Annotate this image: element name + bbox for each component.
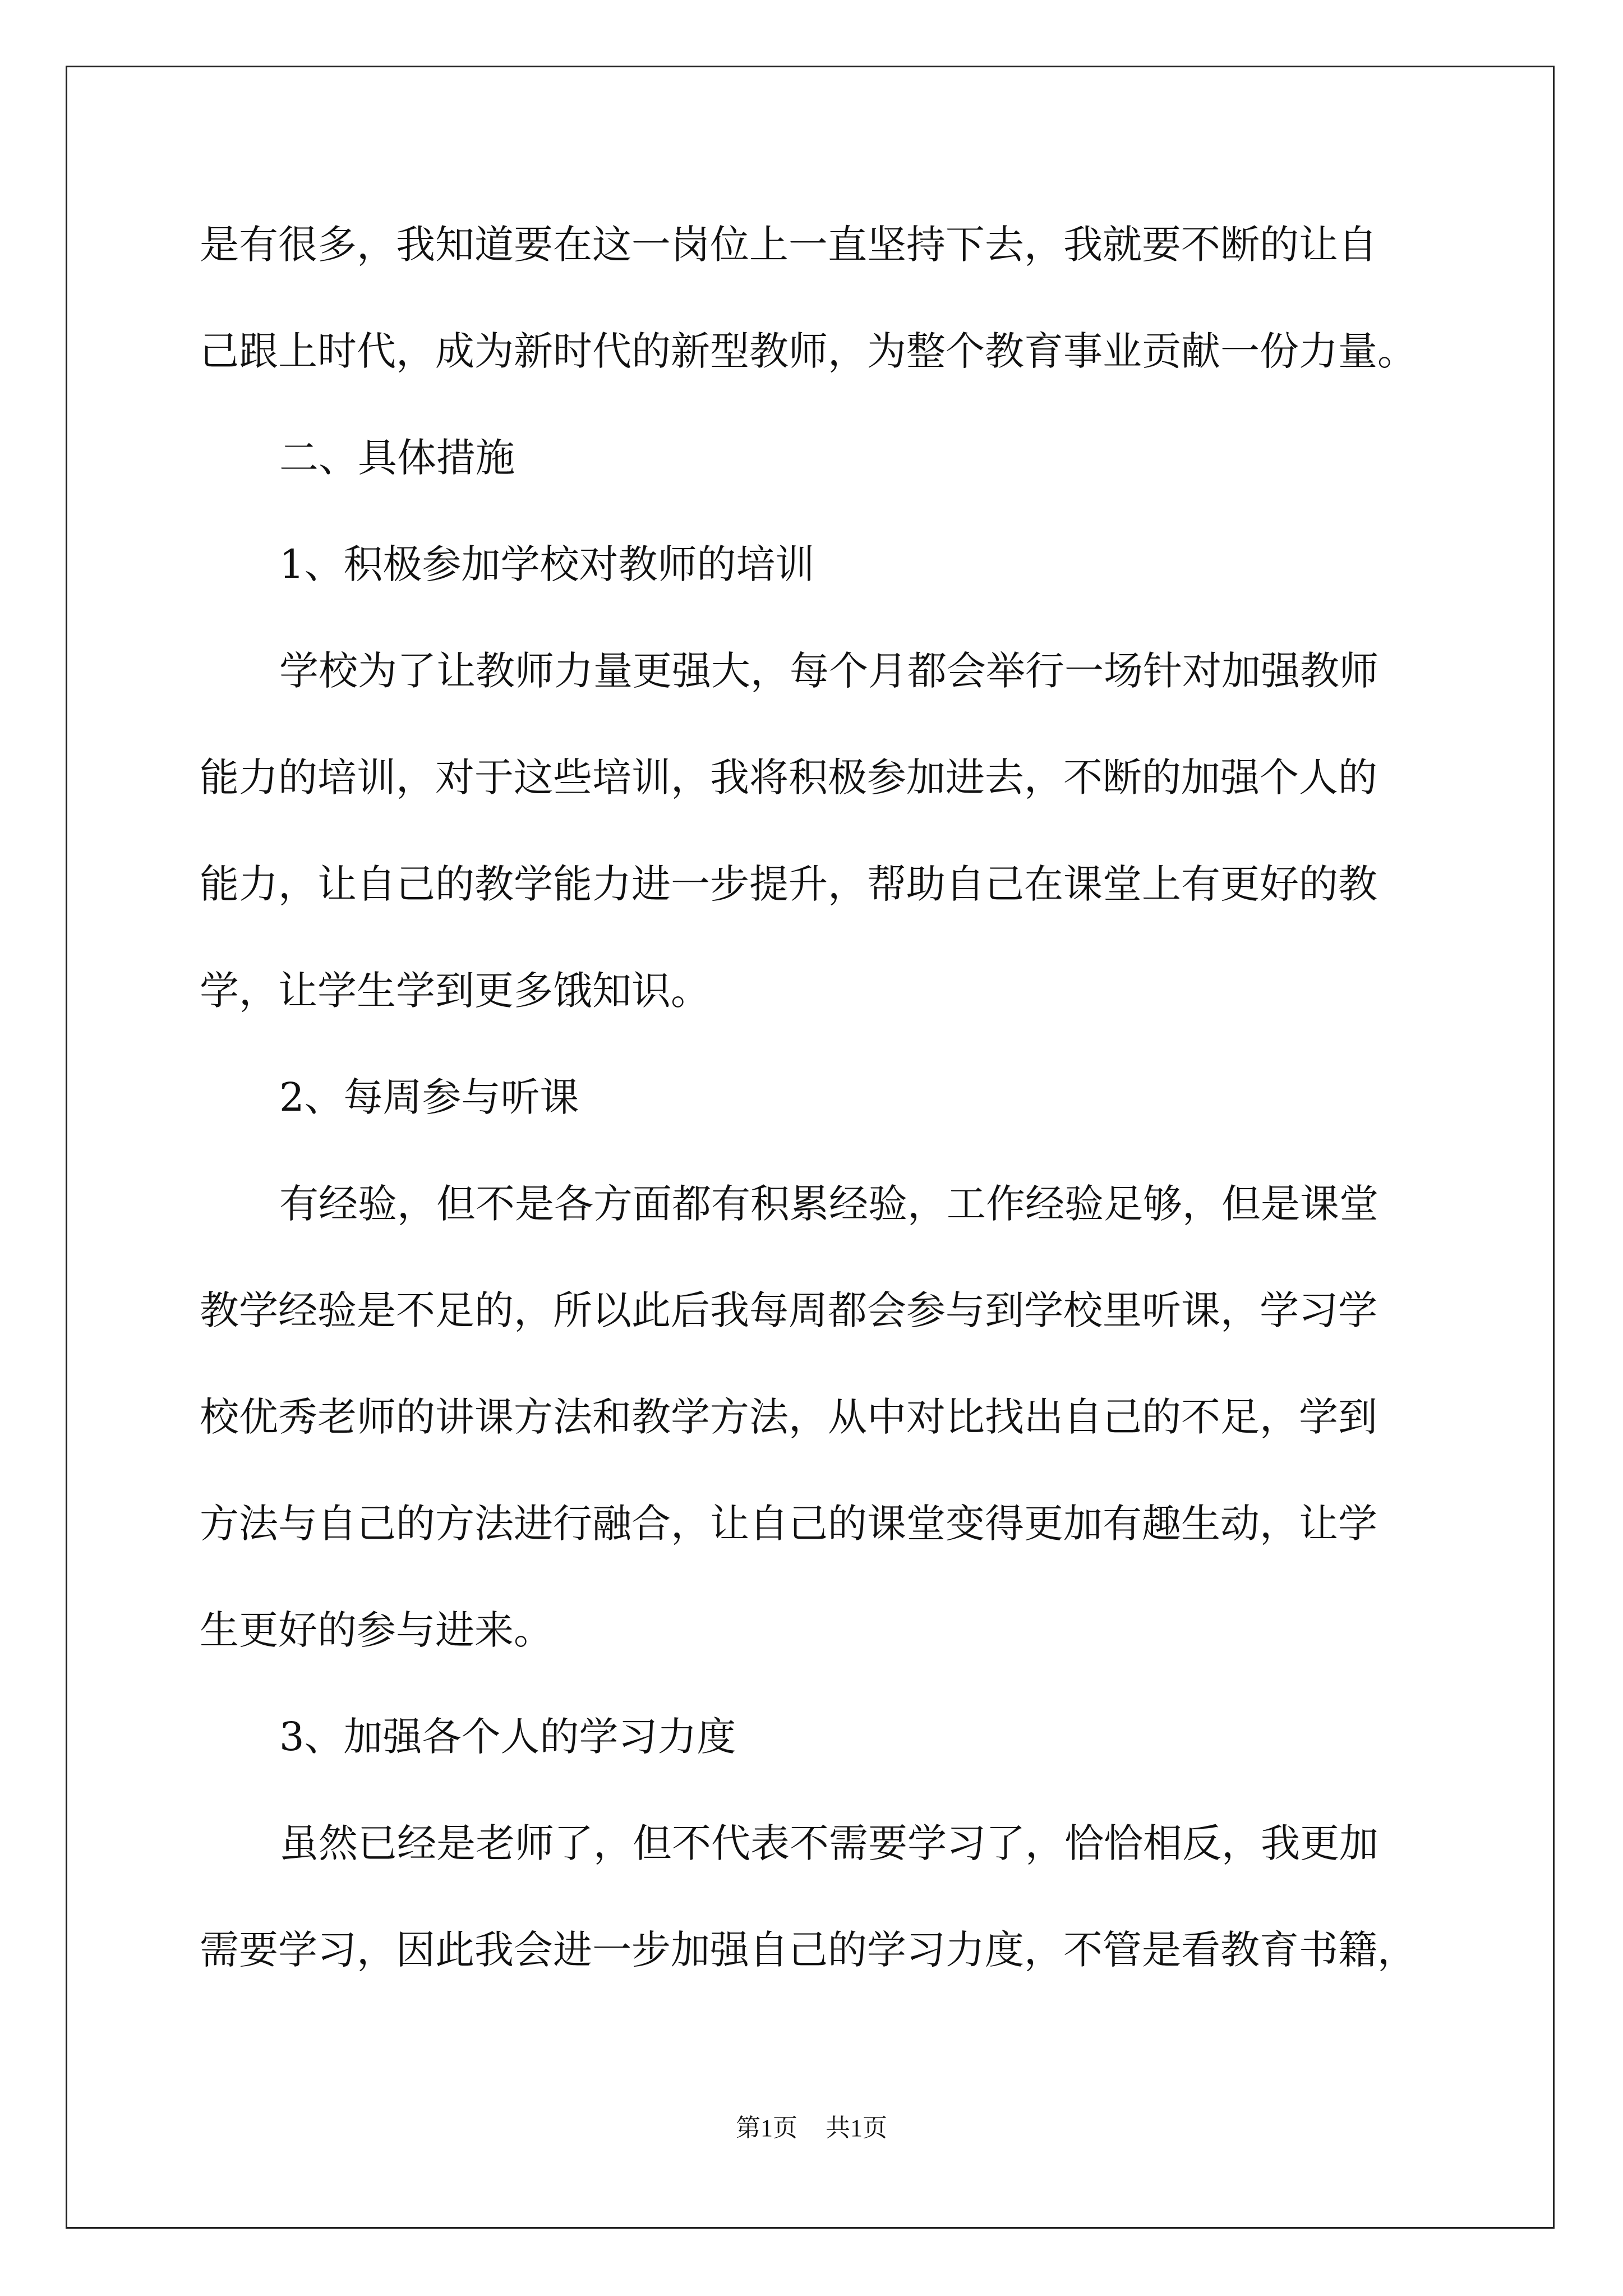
body-line: 需要学习，因此我会进一步加强自己的学习力度，不管是看教育书籍， xyxy=(200,1927,1417,1972)
paragraph-first-line: 有经验，但不是各方面都有积累经验，工作经验足够，但是课堂 xyxy=(279,1181,1378,1226)
subsection-heading: 1、积极参加学校对教师的培训 xyxy=(279,542,815,587)
body-line: 方法与自己的方法进行融合，让自己的课堂变得更加有趣生动，让学 xyxy=(200,1501,1377,1546)
paragraph-first-line: 虽然已经是老师了，但不代表不需要学习了，恰恰相反，我更加 xyxy=(279,1821,1378,1866)
subsection-heading: 3、加强各个人的学习力度 xyxy=(279,1714,736,1759)
page-footer xyxy=(0,2113,1623,2144)
body-line: 学，让学生学到更多饿知识。 xyxy=(200,968,710,1013)
subsection-heading: 2、每周参与听课 xyxy=(279,1075,579,1120)
document-body xyxy=(200,222,1426,2034)
body-line: 教学经验是不足的，所以此后我每周都会参与到学校里听课，学习学 xyxy=(200,1288,1377,1333)
page-total: 共1页 xyxy=(826,2114,887,2142)
page-number: 第1页 xyxy=(736,2114,797,2142)
body-line: 是有很多，我知道要在这一岗位上一直坚持下去，我就要不断的让自 xyxy=(200,222,1377,267)
paragraph-first-line: 学校为了让教师力量更强大，每个月都会举行一场针对加强教师 xyxy=(279,648,1378,693)
body-line: 能力，让自己的教学能力进一步提升，帮助自己在课堂上有更好的教 xyxy=(200,862,1377,907)
section-heading: 二、具体措施 xyxy=(279,435,515,480)
body-line: 生更好的参与进来。 xyxy=(200,1608,553,1653)
body-line: 能力的培训，对于这些培训，我将积极参加进去，不断的加强个人的 xyxy=(200,755,1377,800)
body-line: 校优秀老师的讲课方法和教学方法，从中对比找出自己的不足，学到 xyxy=(200,1395,1377,1439)
body-line: 己跟上时代，成为新时代的新型教师，为整个教育事业贡献一份力量。 xyxy=(200,329,1417,374)
